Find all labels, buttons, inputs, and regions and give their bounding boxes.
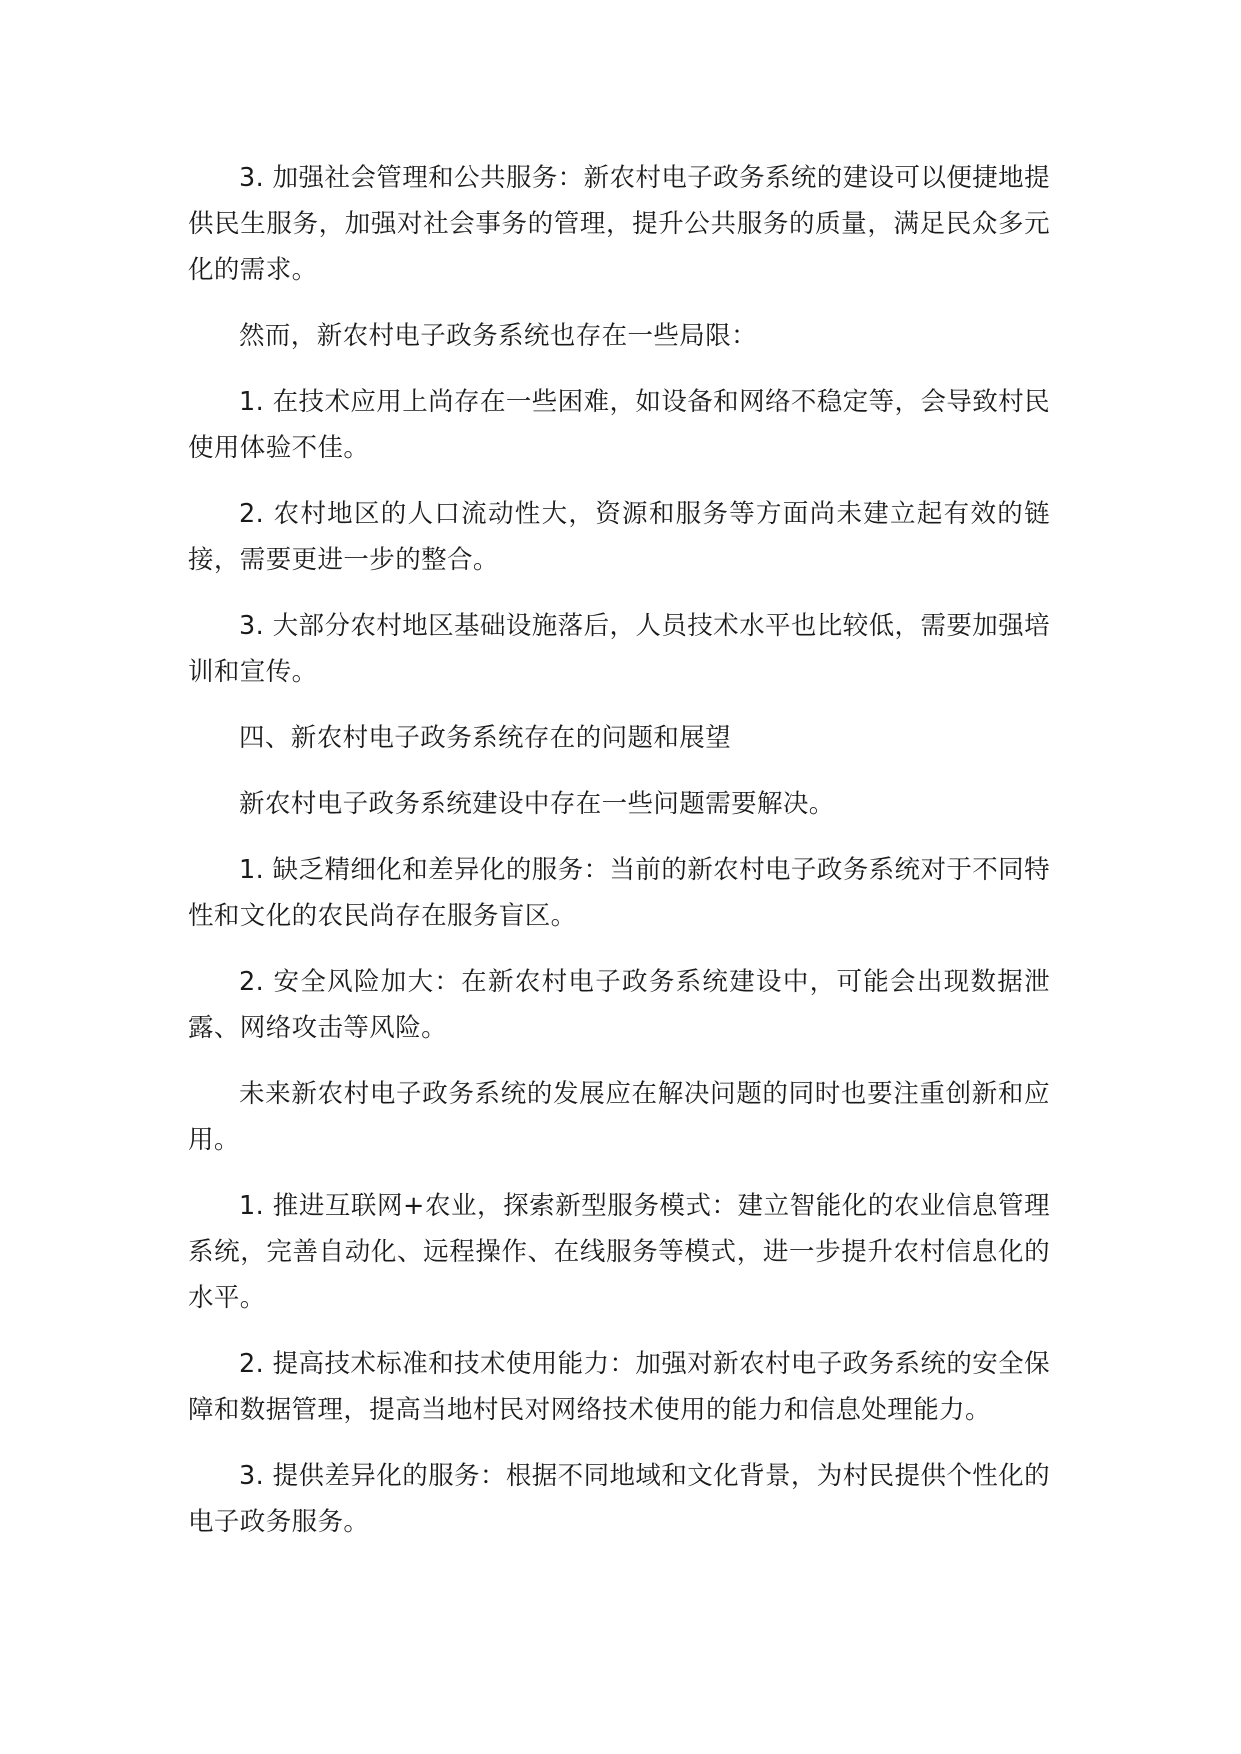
paragraph-outlook-internet-agriculture: 1. 推进互联网+农业，探索新型服务模式：建立智能化的农业信息管理系统，完善自动化、远程操作、在线服务等模式，进一步提升农村信息化的水平。 <box>188 1191 1050 1313</box>
paragraph-limitations-intro: 然而，新农村电子政务系统也存在一些局限： <box>239 321 758 351</box>
paragraph-social-management: 3. 加强社会管理和公共服务：新农村电子政务系统的建设可以便捷地提供民生服务，加强对社会事务的管理，提升公共服务的质量，满足民众多元化的需求。 <box>188 163 1050 285</box>
paragraph-outlook-differentiated-services: 3. 提供差异化的服务：根据不同地域和文化背景，为村民提供个性化的电子政务服务。 <box>188 1461 1050 1537</box>
document-page <box>188 155 1050 1565</box>
section-heading-problems-outlook: 四、新农村电子政务系统存在的问题和展望 <box>239 723 732 753</box>
paragraph-problem-security: 2. 安全风险加大：在新农村电子政务系统建设中，可能会出现数据泄露、网络攻击等风险。 <box>188 967 1050 1043</box>
paragraph-limitation-infrastructure: 3. 大部分农村地区基础设施落后，人员技术水平也比较低，需要加强培训和宣传。 <box>188 611 1050 687</box>
paragraph-problem-services: 1. 缺乏精细化和差异化的服务：当前的新农村电子政务系统对于不同特性和文化的农民尚存在服务盲区。 <box>188 855 1050 931</box>
paragraph-outlook-tech-standards: 2. 提高技术标准和技术使用能力：加强对新农村电子政务系统的安全保障和数据管理，提高当地村民对网络技术使用的能力和信息处理能力。 <box>188 1349 1050 1425</box>
paragraph-limitation-tech: 1. 在技术应用上尚存在一些困难，如设备和网络不稳定等，会导致村民使用体验不佳。 <box>188 387 1050 463</box>
paragraph-outlook-intro: 未来新农村电子政务系统的发展应在解决问题的同时也要注重创新和应用。 <box>188 1079 1050 1155</box>
paragraph-limitation-mobility: 2. 农村地区的人口流动性大，资源和服务等方面尚未建立起有效的链接，需要更进一步的整合。 <box>188 499 1050 575</box>
paragraph-problems-intro: 新农村电子政务系统建设中存在一些问题需要解决。 <box>239 789 835 819</box>
